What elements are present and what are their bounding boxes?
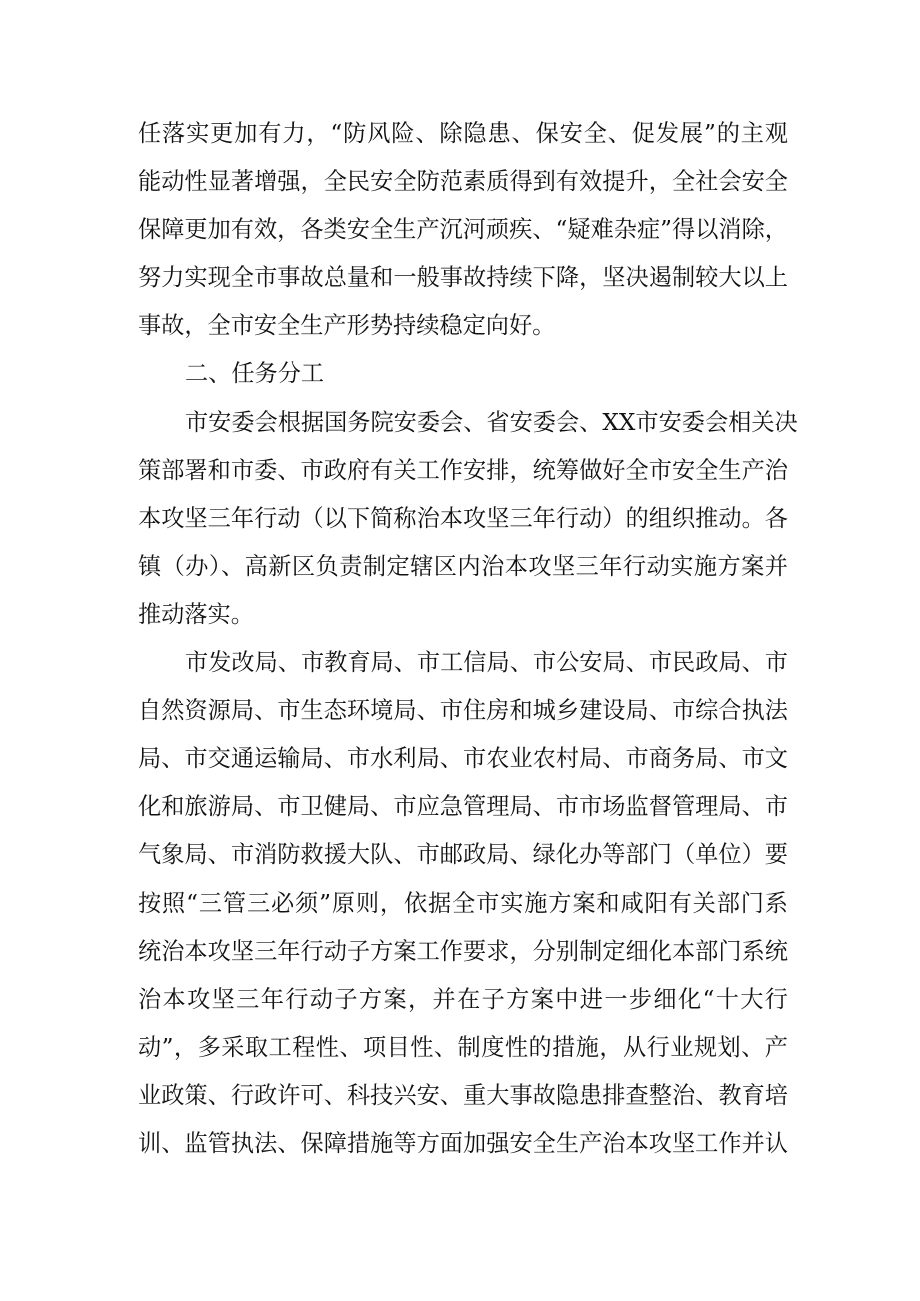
- paragraph-line: 局、市交通运输局、市水利局、市农业农村局、市商务局、市文: [138, 745, 788, 773]
- paragraph-line: 本攻坚三年行动（以下简称治本攻坚三年行动）的组织推动。各: [138, 504, 788, 532]
- paragraph-line: 训、监管执法、保障措施等方面加强安全生产治本攻坚工作并认: [138, 1129, 788, 1157]
- paragraph-line: 市安委会根据国务院安委会、省安委会、XX市安委会相关决: [185, 408, 798, 436]
- paragraph-line: 镇（办）、高新区负责制定辖区内治本攻坚三年行动实施方案并: [138, 552, 788, 580]
- section-heading: 二、任务分工: [185, 360, 325, 388]
- paragraph-line: 事故，全市安全生产形势持续稳定向好。: [138, 312, 556, 340]
- paragraph-committee: [138, 399, 798, 639]
- paragraph-line: 努力实现全市事故总量和一般事故持续下降，坚决遏制较大以上: [138, 264, 788, 292]
- paragraph-line: 化和旅游局、市卫健局、市应急管理局、市市场监督管理局、市: [138, 793, 788, 821]
- paragraph-line: 自然资源局、市生态环境局、市住房和城乡建设局、市综合执法: [138, 697, 788, 725]
- document-body: [138, 110, 798, 1168]
- paragraph-departments: [138, 639, 788, 1168]
- paragraph-line: 推动落实。: [138, 600, 254, 628]
- paragraph-line: 策部署和市委、市政府有关工作安排，统筹做好全市安全生产治: [138, 456, 788, 484]
- paragraph-line: 能动性显著增强，全民安全防范素质得到有效提升，全社会安全: [138, 168, 788, 196]
- paragraph-goals: [138, 110, 788, 350]
- paragraph-line: 气象局、市消防救援大队、市邮政局、绿化办等部门（单位）要: [138, 841, 788, 869]
- paragraph-line: 业政策、行政许可、科技兴安、重大事故隐患排查整治、教育培: [138, 1081, 788, 1109]
- paragraph-line: 动”，多采取工程性、项目性、制度性的措施，从行业规划、产: [138, 1033, 788, 1061]
- paragraph-line: 任落实更加有力，“防风险、除隐患、保安全、促发展”的主观: [138, 120, 788, 147]
- paragraph-line: 市发改局、市教育局、市工信局、市公安局、市民政局、市: [185, 649, 788, 677]
- paragraph-line: 按照“三管三必须”原则，依据全市实施方案和咸阳有关部门系: [138, 889, 788, 917]
- paragraph-line: 保障更加有效，各类安全生产沉河顽疾、“疑难杂症”得以消除，: [138, 216, 788, 244]
- paragraph-line: 治本攻坚三年行动子方案，并在子方案中进一步细化“十大行: [138, 985, 788, 1013]
- paragraph-line: 统治本攻坚三年行动子方案工作要求，分别制定细化本部门系统: [138, 937, 788, 965]
